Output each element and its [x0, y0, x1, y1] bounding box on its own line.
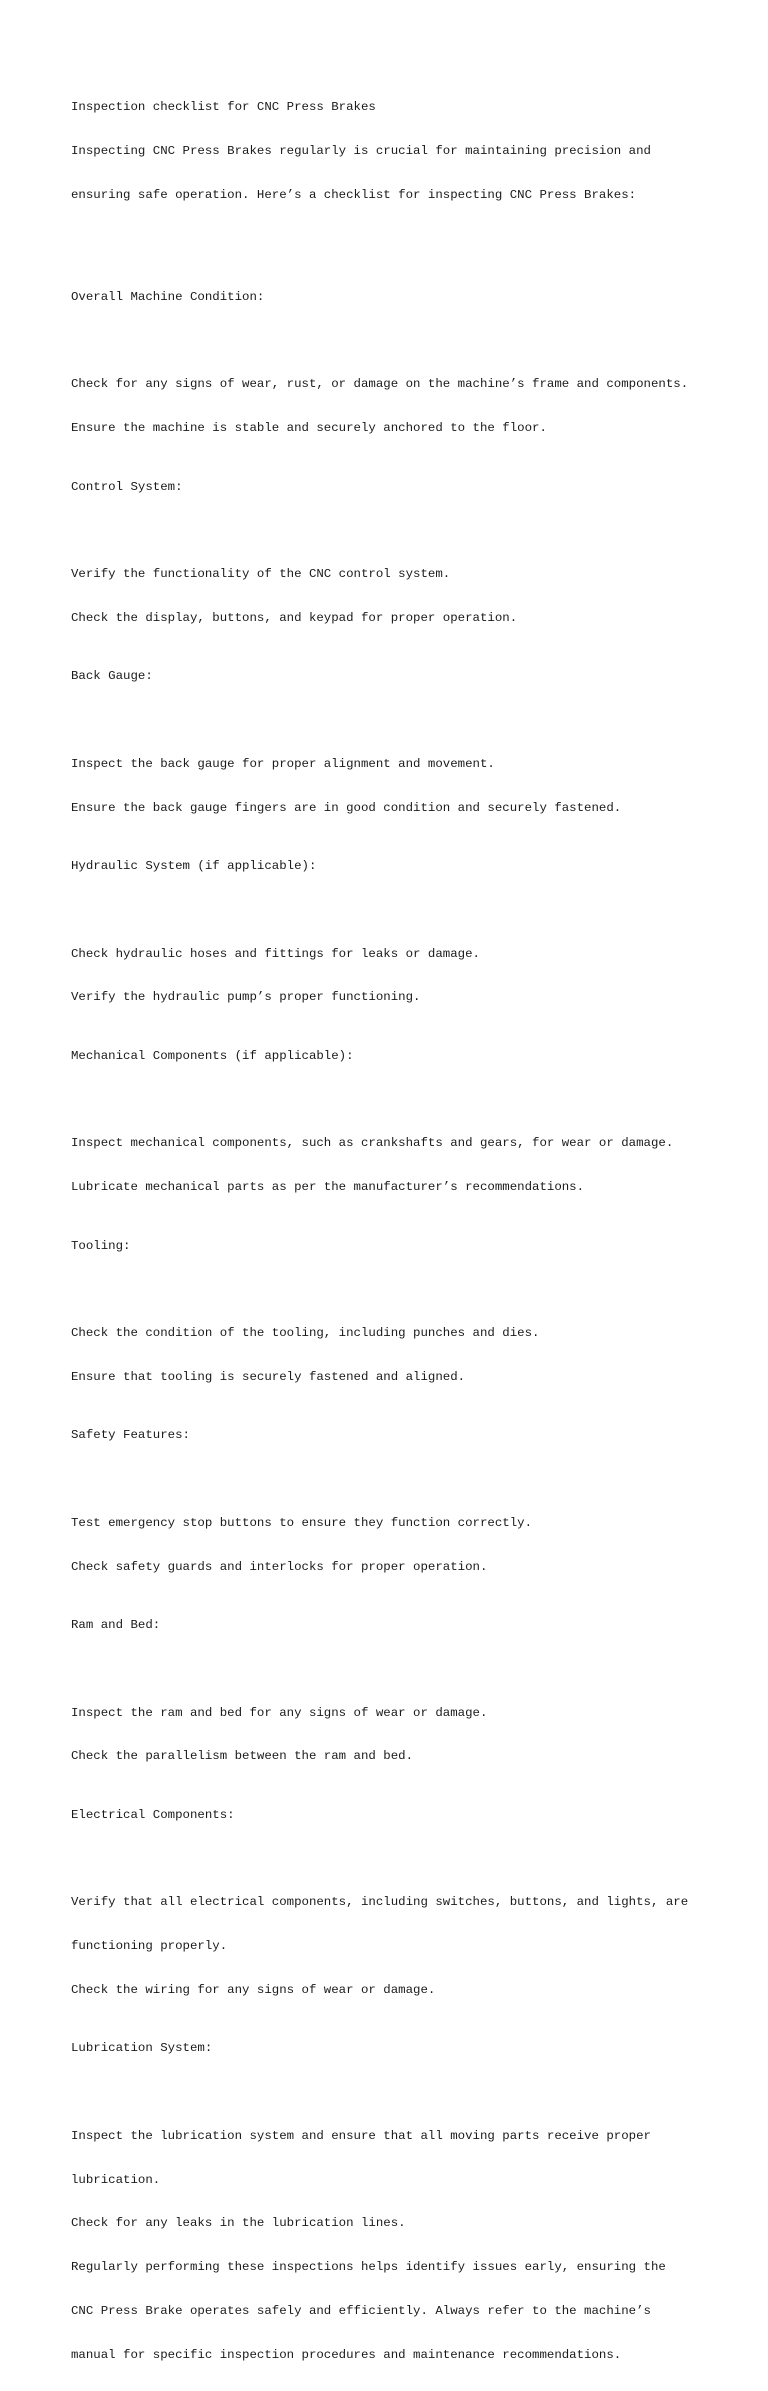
checklist-item: Check the display, buttons, and keypad for proper operation.	[71, 610, 518, 625]
spacer	[71, 334, 731, 349]
intro-line: Inspecting CNC Press Brakes regularly is crucial for maintaining precision and	[71, 143, 651, 158]
checklist-item: Check the wiring for any signs of wear or damage.	[71, 1982, 436, 1997]
section-heading: Safety Features:	[71, 1428, 190, 1443]
checklist-item: Check the condition of the tooling, including punches and dies.	[71, 1326, 540, 1341]
spacer	[71, 1662, 731, 1677]
section-heading: Hydraulic System (if applicable):	[71, 859, 317, 874]
section-heading: Ram and Bed:	[71, 1617, 161, 1632]
section-heading: Control System:	[71, 479, 183, 494]
checklist-item: Inspect mechanical components, such as crankshafts and gears, for wear or damage.	[71, 1136, 674, 1151]
section-heading: Tooling:	[71, 1238, 131, 1253]
spacer	[71, 2085, 731, 2100]
spacer	[71, 1472, 731, 1487]
checklist-item: Check for any leaks in the lubrication lines.	[71, 2216, 406, 2231]
checklist-item: Ensure that tooling is securely fastened and aligned.	[71, 1369, 466, 1384]
spacer	[71, 1282, 731, 1297]
section-heading: Mechanical Components (if applicable):	[71, 1048, 354, 1063]
spacer	[71, 1093, 731, 1108]
section-heading: Lubrication System:	[71, 2041, 213, 2056]
checklist-item: functioning properly.	[71, 1939, 228, 1953]
section-heading: Back Gauge:	[71, 669, 153, 684]
spacer	[71, 1851, 731, 1866]
section-heading: Overall Machine Condition:	[71, 289, 265, 304]
intro-line: ensuring safe operation. Here’s a checklist for inspecting CNC Press Brakes:	[71, 187, 637, 202]
spacer	[71, 232, 731, 247]
checklist-item: Verify the functionality of the CNC control system.	[71, 567, 451, 582]
document-title: Inspection checklist for CNC Press Brakes	[71, 100, 376, 115]
closing-line: CNC Press Brake operates safely and efficiently. Always refer to the machine’s	[71, 2303, 651, 2318]
checklist-item: Check for any signs of wear, rust, or damage on the machine’s frame and components.	[71, 377, 689, 392]
checklist-item: Inspect the back gauge for proper alignment and movement.	[71, 756, 495, 771]
checklist-item: Inspect the lubrication system and ensure that all moving parts receive proper	[71, 2128, 651, 2143]
checklist-item: Verify the hydraulic pump’s proper functioning.	[71, 990, 421, 1005]
checklist-item: Test emergency stop buttons to ensure they function correctly.	[71, 1515, 533, 1530]
checklist-item: Lubricate mechanical parts as per the manufacturer’s recommendations.	[71, 1180, 585, 1195]
checklist-item: Check safety guards and interlocks for proper operation.	[71, 1559, 488, 1574]
spacer	[71, 903, 731, 918]
checklist-item: Inspect the ram and bed for any signs of wear or damage.	[71, 1705, 488, 1720]
closing-line: manual for specific inspection procedures and maintenance recommendations.	[71, 2347, 622, 2362]
document-body	[71, 71, 731, 2391]
spacer	[71, 523, 731, 538]
checklist-item: Ensure the machine is stable and securely anchored to the floor.	[71, 421, 547, 436]
checklist-item: lubrication.	[71, 2172, 161, 2187]
checklist-item: Verify that all electrical components, including switches, buttons, and lights, are	[71, 1895, 689, 1910]
spacer	[71, 713, 731, 728]
closing-line: Regularly performing these inspections helps identify issues early, ensuring the	[71, 2260, 666, 2275]
section-heading: Electrical Components:	[71, 1807, 235, 1822]
checklist-item: Ensure the back gauge fingers are in good condition and securely fastened.	[71, 800, 622, 815]
checklist-item: Check hydraulic hoses and fittings for leaks or damage.	[71, 946, 480, 961]
checklist-item: Check the parallelism between the ram and bed.	[71, 1749, 414, 1764]
